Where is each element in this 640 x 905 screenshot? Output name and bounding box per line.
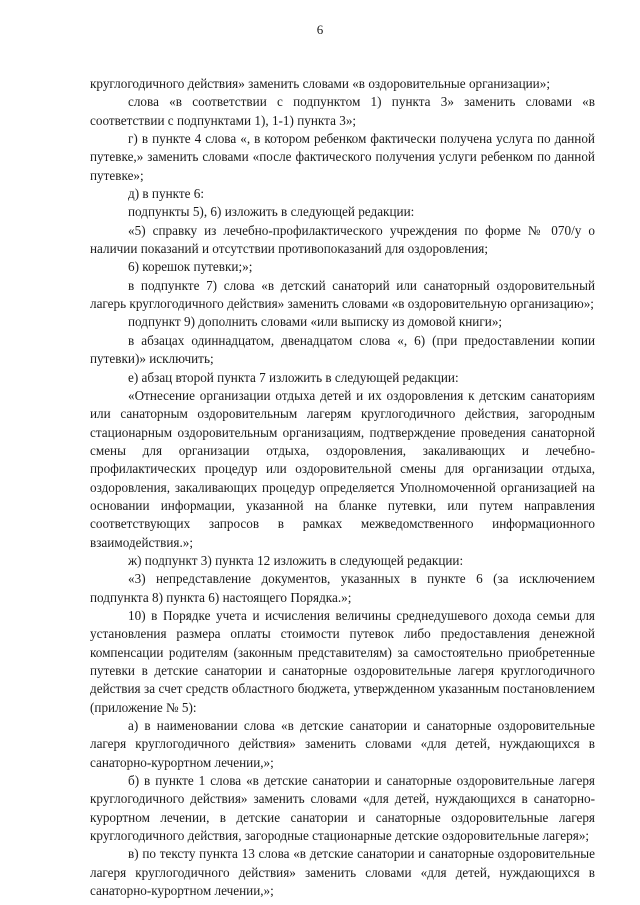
paragraph: г) в пункте 4 слова «, в котором ребенком фактически получена услуга по данной путевке,» заменить словами «после фактического получения услуги ребенком по данной путевке»;: [90, 131, 595, 183]
paragraph: 6) корешок путевки;»;: [128, 259, 253, 275]
document-body: [90, 75, 595, 900]
paragraph: слова «в соответствии с подпунктом 1) пункта 3» заменить словами «в соответствии с подпунктами 1), 1-1) пункта 3»;: [90, 94, 595, 128]
paragraph: «Отнесение организации отдыха детей и их оздоровления к детским санаториям или санаторным оздоровительным лагерям круглогодичного действия, загородным стационарным оздоровительным организациям, подтверждение проведения санаторной смены для организации отдыха, оздоровления, закаливающих и лечебно-профилактических процедур или оздоровительной смены для организации отдыха, оздоровления, закаливающих процедур определяется Уполномоченной организацией на основании информации, указанной на бланке путевки, или путем направления соответствующих запросов в рамках межведомственного информационного взаимодействия.»;: [90, 387, 595, 550]
paragraph: а) в наименовании слова «в детские санатории и санаторные оздоровительные лагеря круглогодичного действия» заменить словами «для детей, нуждающихся в санаторно-курортном лечении,»;: [90, 718, 595, 770]
paragraph: 10) в Порядке учета и исчисления величины среднедушевого дохода семьи для установления размера оплаты стоимости путевок либо предоставления денежной компенсации родителям (законным представителям) за самостоятельно приобретенные путевки в детские санатории и санаторные оздоровительные лагеря круглогодичного действия за счет средств областного бюджета, утвержденном указанным постановлением (приложение № 5):: [90, 607, 595, 715]
page-number: 6: [316, 22, 324, 37]
paragraph: «5) справку из лечебно-профилактического учреждения по форме № 070/у о наличии показаний и отсутствии противопоказаний для оздоровления;: [90, 222, 595, 257]
paragraph: д) в пункте 6:: [128, 186, 205, 202]
paragraph: е) абзац второй пункта 7 изложить в следующей редакции:: [128, 369, 459, 385]
paragraph: ж) подпункт 3) пункта 12 изложить в следующей редакции:: [128, 552, 464, 568]
paragraph: круглогодичного действия» заменить словами «в оздоровительные организации»;: [90, 76, 551, 91]
paragraph: в абзацах одиннадцатом, двенадцатом слова «, 6) (при предоставлении копии путевки)» исключить;: [90, 332, 595, 367]
paragraph: «3) непредставление документов, указанных в пункте 6 (за исключением подпункта 8) пункта 6) настоящего Порядка.»;: [90, 571, 595, 605]
paragraph: подпункты 5), 6) изложить в следующей редакции:: [128, 204, 415, 220]
paragraph: б) в пункте 1 слова «в детские санатории и санаторные оздоровительные лагеря круглогодичного действия» заменить словами «для детей, нуждающихся в санаторно-курортном лечении, в детские санатории и санаторные оздоровительные лагеря круглогодичного действия, загородные стационарные детские оздоровительные лагеря»;: [90, 773, 595, 844]
paragraph: в подпункте 7) слова «в детский санаторий или санаторный оздоровительный лагерь круглогодичного действия» заменить словами «в оздоровительную организацию»;: [90, 277, 595, 312]
paragraph: подпункт 9) дополнить словами «или выписку из домовой книги»;: [128, 314, 503, 330]
paragraph: в) по тексту пункта 13 слова «в детские санатории и санаторные оздоровительные лагеря круглогодичного действия» заменить словами «для детей, нуждающихся в санаторно-курортном лечении,»;: [90, 846, 595, 899]
